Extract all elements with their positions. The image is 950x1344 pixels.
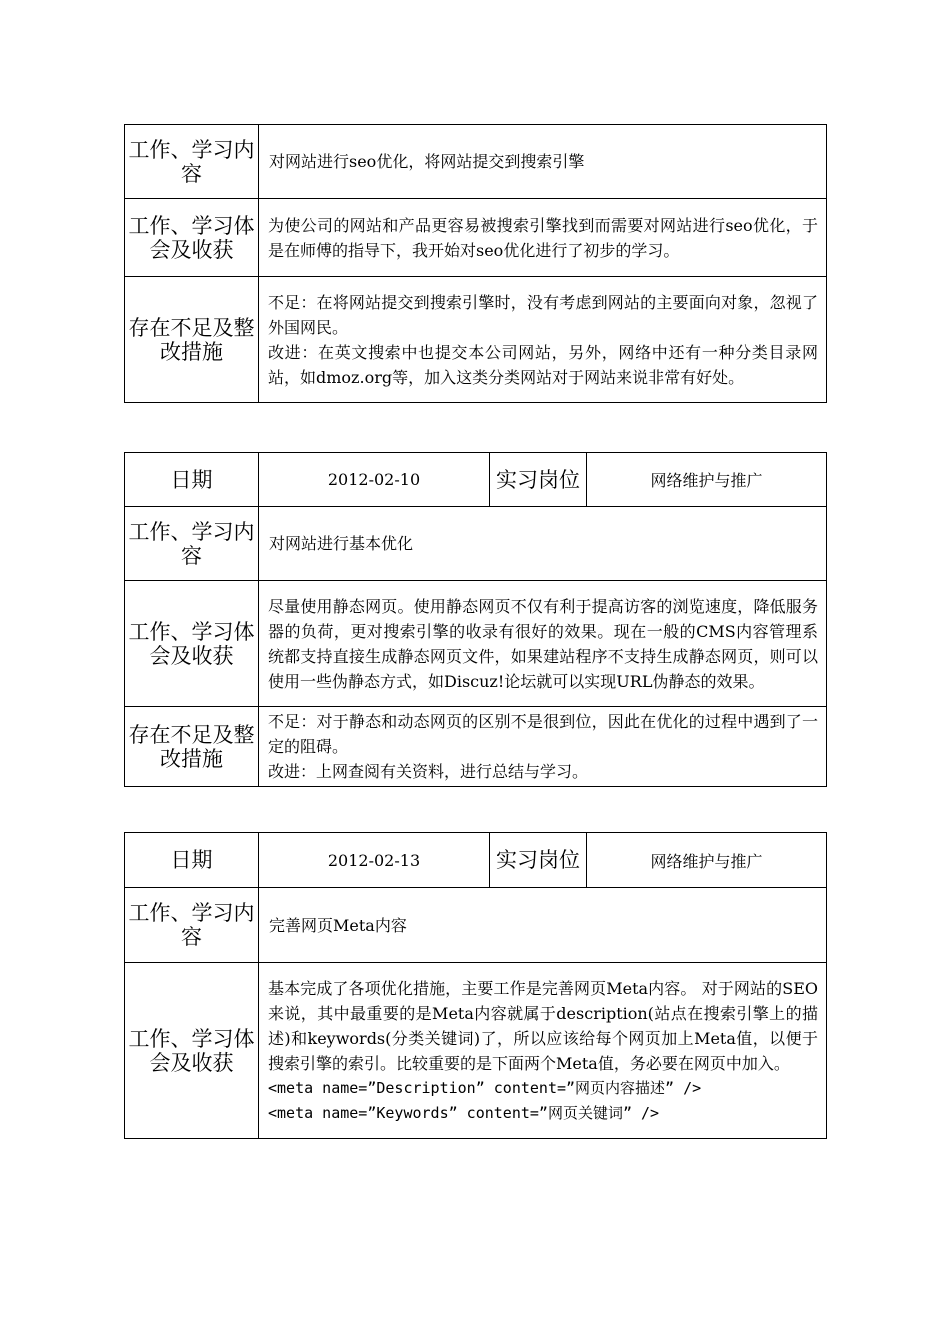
table-row [125,707,827,787]
log-table-1 [124,124,827,403]
table-row [125,507,827,581]
table-row [125,888,827,963]
shortcoming-text: 不足：对于静态和动态网页的区别不是很到位，因此在优化的过程中遇到了一定的阻碍。 [268,712,818,756]
date-label: 日期 [125,453,259,507]
row-label-experience: 工作、学习体会及收获 [125,963,259,1139]
table-row [125,125,827,199]
log-table-2 [124,452,827,787]
meta-code-line: <meta name=”Description” content=”网页内容描述” /> [268,1078,702,1097]
experience-text: 尽量使用静态网页。使用静态网页不仅有利于提高访客的浏览速度，降低服务器的负荷，更对搜索引擎的收录有很好的效果。现在一般的CMS内容管理系统都支持直接生成静态网页文件，如果建站程序不支持生成静态网页，则可以使用一些伪静态方式，如Discuz!论坛就可以实现URL伪静态的效果。 [259,581,827,707]
row-label-content: 工作、学习内容 [125,888,259,963]
log-table-3 [124,832,827,1139]
work-content-text: 对网站进行seo优化，将网站提交到搜索引擎 [259,125,827,199]
row-label-shortcomings: 存在不足及整改措施 [125,707,259,787]
post-label: 实习岗位 [490,453,587,507]
post-value: 网络维护与推广 [587,453,827,507]
work-content-text: 对网站进行基本优化 [259,507,827,581]
experience-text: 为使公司的网站和产品更容易被搜索引擎找到而需要对网站进行seo优化，于是在师傅的指导下，我开始对seo优化进行了初步的学习。 [259,199,827,277]
table-row [125,963,827,1139]
row-label-content: 工作、学习内容 [125,507,259,581]
meta-code-line: <meta name=”Keywords” content=”网页关键词” /> [268,1103,660,1122]
post-value: 网络维护与推广 [587,833,827,888]
improvement-text: 改进：上网查阅有关资料，进行总结与学习。 [268,762,589,781]
shortcomings-cell [259,277,827,403]
table-row [125,581,827,707]
experience-cell [259,963,827,1139]
row-label-shortcomings: 存在不足及整改措施 [125,277,259,403]
shortcoming-text: 不足：在将网站提交到搜索引擎时，没有考虑到网站的主要面向对象，忽视了外国网民。 [268,292,818,337]
date-value: 2012-02-10 [259,453,490,507]
work-content-text: 完善网页Meta内容 [259,888,827,963]
shortcomings-cell [259,707,827,787]
improvement-text: 改进：在英文搜索中也提交本公司网站，另外，网络中还有一种分类目录网站，如dmoz.org等，加入这类分类网站对于网站来说非常有好处。 [268,342,818,387]
post-label: 实习岗位 [490,833,587,888]
row-label-experience: 工作、学习体会及收获 [125,581,259,707]
date-value: 2012-02-13 [259,833,490,888]
date-label: 日期 [125,833,259,888]
experience-text: 基本完成了各项优化措施，主要工作是完善网页Meta内容。 对于网站的SEO来说，其中最重要的是Meta内容就属于description(站点在搜索引擎上的描述)和keywords(分类关键词)了，所以应该给每个网页加上Meta值，以便于搜索引擎的索引。比较重要的是下面两个Meta值，务必要在网页中加入。 [268,978,818,1073]
table-row [125,277,827,403]
row-label-content: 工作、学习内容 [125,125,259,199]
header-row [125,453,827,507]
row-label-experience: 工作、学习体会及收获 [125,199,259,277]
header-row [125,833,827,888]
table-row [125,199,827,277]
